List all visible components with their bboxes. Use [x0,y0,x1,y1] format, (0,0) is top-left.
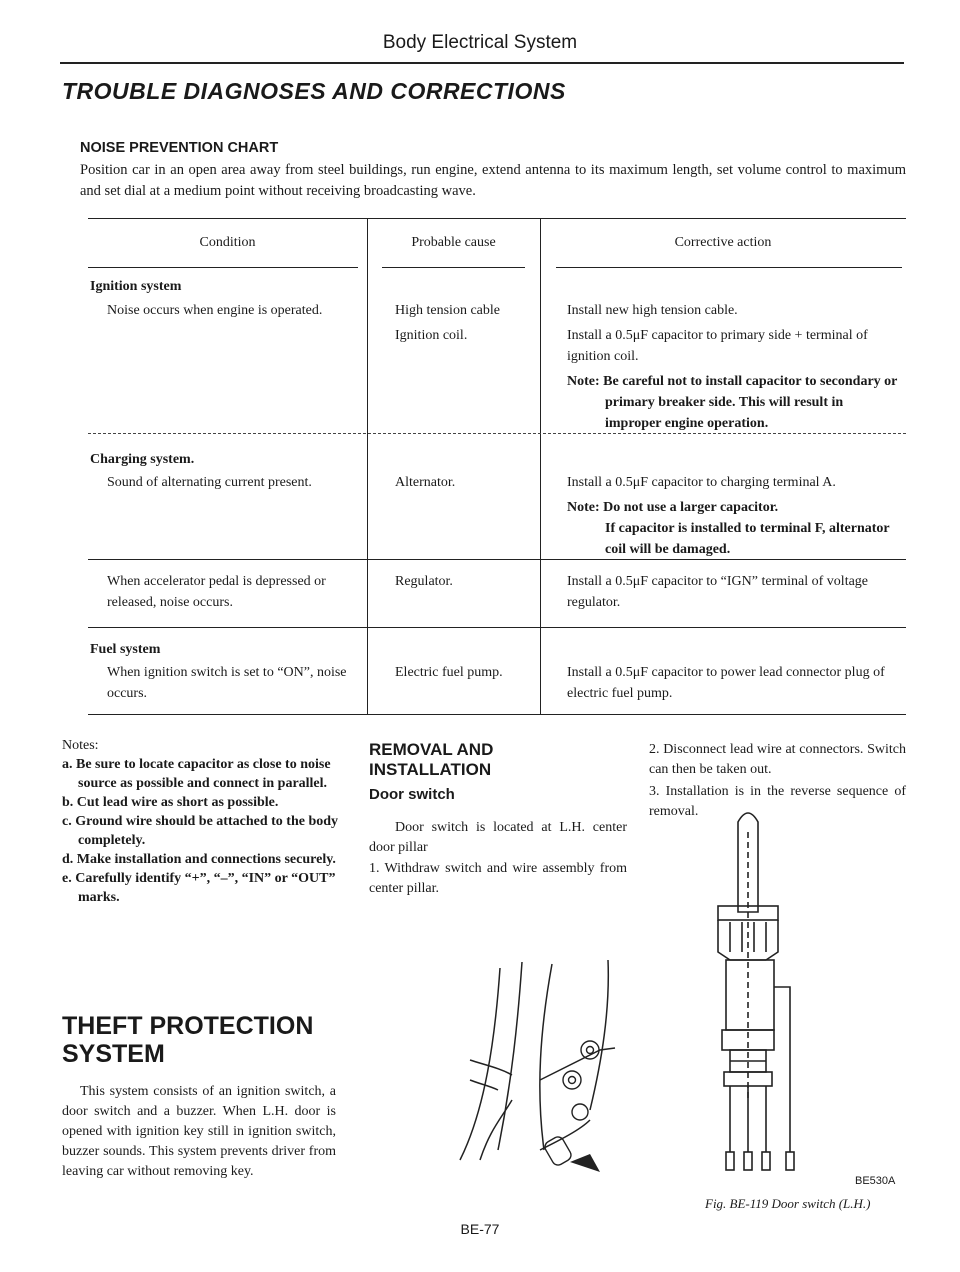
screw-center-2 [569,1077,576,1084]
row3-action: Install a 0.5μF capacitor to “IGN” terminal of voltage regulator. [567,574,869,610]
theft-title-line1: THEFT PROTECTION [62,1012,314,1040]
table-col-divider-1 [367,219,368,714]
col-head-action: Corrective action [674,235,772,250]
col-head-condition: Condition [199,235,256,250]
terminal-icon-1 [726,1152,734,1170]
terminal-icon-4 [786,1152,794,1170]
figure-caption: Fig. BE-119 Door switch (L.H.) [705,1196,871,1211]
screw-center-1 [587,1047,594,1054]
row1-group: Ignition system [90,279,182,294]
removal-p3: 2. Disconnect lead wire at connectors. Switch can then be taken out. [649,742,906,777]
removal-p1: Door switch is located at L.H. center door pillar [369,820,627,855]
head-rule-3 [556,267,902,268]
row1-action-1: Install new high tension cable. [567,303,738,318]
row1-action-2: Install a 0.5μF capacitor to primary side + terminal of ignition coil. [567,328,868,364]
switch-body [726,960,774,1030]
note-a: a. Be sure to locate capacitor as close to noise source as possible and connect in parallel. [62,757,331,791]
row2-actions [567,472,899,564]
row3-divider [88,627,906,628]
theft-title [62,1012,313,1068]
row4-cause: Electric fuel pump. [395,665,503,680]
pillar-edge-line-1 [460,968,500,1160]
page-header: Body Electrical System [382,32,578,53]
pillar-edge-line-4 [590,960,608,1110]
notes-title: Notes: [62,738,99,753]
terminal-icon-3 [762,1152,770,1170]
theft-title-line2: SYSTEM [62,1040,165,1068]
header-rule [60,62,904,64]
row2-note-text-2: If capacitor is installed to terminal F, alternator coil will be damaged. [605,521,890,557]
door-switch-icon [543,1135,573,1168]
theft-body: This system consists of an ignition switch, a door switch and a buzzer. When L.H. door is opened with ignition key still in ignition switch, buzzer sounds. This system prevents driver from leaving car without removing key. [62,1084,336,1179]
row3-condition: When accelerator pedal is depressed or released, noise occurs. [107,574,326,610]
note-b: b. Cut lead wire as short as possible. [62,795,279,810]
note-e: e. Carefully identify “+”, “–”, “IN” or “OUT” marks. [62,871,336,905]
head-rule-1 [88,267,358,268]
table-top-rule [88,218,906,219]
door-switch-illustration [700,802,830,1184]
pillar-edge-line-3 [540,964,552,1150]
removal-title [369,740,493,780]
screw-icon-3 [572,1104,588,1120]
section-title: TROUBLE DIAGNOSES AND CORRECTIONS [62,78,566,104]
table-bottom-rule [88,714,906,715]
screw-icon-1 [581,1041,599,1059]
page-number: BE-77 [460,1221,500,1237]
removal-title-line2: INSTALLATION [369,760,492,779]
row2-action-1: Install a 0.5μF capacitor to charging terminal A. [567,475,836,490]
screw-icon-2 [563,1071,581,1089]
row4-action: Install a 0.5μF capacitor to power lead connector plug of electric fuel pump. [567,665,885,701]
note-d: d. Make installation and connections securely. [62,852,336,867]
row1-cause-2: Ignition coil. [395,328,468,343]
removal-title-line1: REMOVAL AND [369,740,494,759]
pillar-edge-line-2 [498,962,522,1150]
row3-cause: Regulator. [395,574,453,589]
row1-note [567,371,899,434]
row4-group: Fuel system [90,642,161,657]
door-switch-subtitle: Door switch [369,786,455,803]
terminal-icon-2 [744,1152,752,1170]
row2-condition: Sound of alternating current present. [107,475,312,490]
table-col-divider-2 [540,219,541,714]
row1-divider [88,433,906,434]
row1-actions [567,300,899,438]
chart-intro: Position car in an open area away from steel buildings, run engine, extend antenna to its maximum length, set volume control to maximum and set dial at a medium point without receiving broadcasting wave. [80,162,906,199]
figure-code: BE530A [855,1175,896,1187]
note-c: c. Ground wire should be attached to the body completely. [62,814,339,848]
col-head-cause: Probable cause [411,235,496,250]
removal-p4: 3. Installation is in the reverse sequence of removal. [649,784,906,819]
removal-p2: 1. Withdraw switch and wire assembly from center pillar. [369,861,627,896]
row1-causes [395,300,535,350]
row1-note-label: Note: [567,374,600,389]
row2-note-label: Note: [567,500,600,515]
bracket-line [540,1048,615,1080]
row1-cause-1: High tension cable [395,303,500,318]
row2-divider [88,559,906,560]
row1-note-text: Be careful not to install capacitor to secondary or primary breaker side. This will result in improper engine operation. [603,374,898,431]
row2-note-text-1: Do not use a larger capacitor. [603,500,779,515]
head-rule-2 [382,267,525,268]
row1-condition: Noise occurs when engine is operated. [107,303,323,318]
lower-bracket-line [540,1120,590,1150]
row2-note [567,497,899,518]
switch-wire-right [774,987,790,1092]
door-pillar-illustration [440,950,640,1180]
wire-line-1 [470,1060,512,1075]
notes-block [62,736,338,907]
row2-cause: Alternator. [395,475,456,490]
row4-condition: When ignition switch is set to “ON”, noise occurs. [107,665,347,701]
chart-title: NOISE PREVENTION CHART [80,140,279,156]
row2-group: Charging system. [90,452,195,467]
arrow-icon [570,1154,600,1172]
hinge-line [480,1100,512,1160]
